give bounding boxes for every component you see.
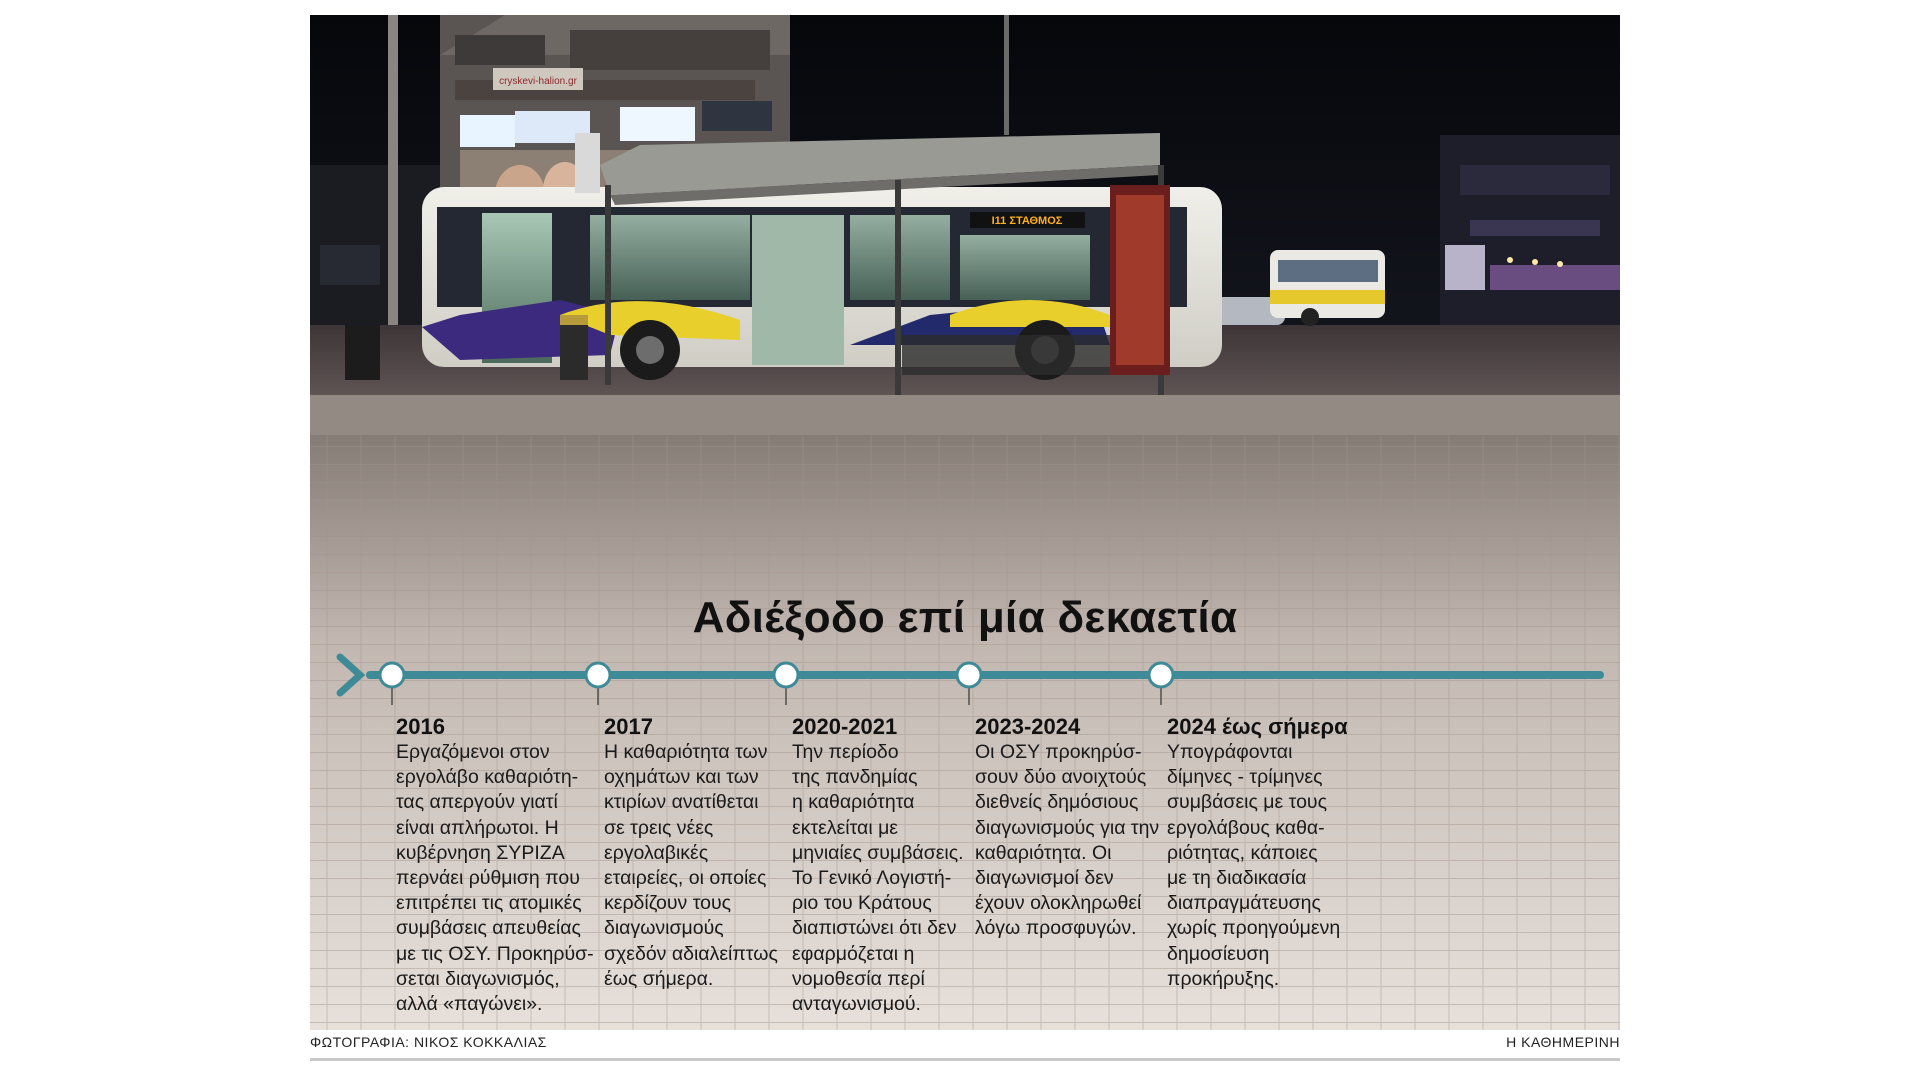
bus-stop-sign: [575, 133, 600, 193]
timeline-year: 2017: [604, 714, 653, 739]
trash-bin: [345, 325, 380, 380]
timeline: [310, 645, 1620, 705]
timeline-entry-2023-2024: [975, 713, 1190, 942]
timeline-node: [1149, 663, 1173, 687]
timeline-node: [774, 663, 798, 687]
photo-credit: ΦΩΤΟΓΡΑΦΙΑ: ΝΙΚΟΣ ΚΟΚΚΑΛΙΑΣ: [310, 1034, 547, 1050]
timeline-year: 2023-2024: [975, 714, 1081, 739]
timeline-year: 2016: [396, 714, 445, 739]
timeline-arrow: [340, 657, 360, 693]
timeline-node: [380, 663, 404, 687]
timeline-text: Την περίοδο της πανδημίας η καθαριότητα εκτελείται με μηνιαίες συμβάσεις. Το Γενικό Λογιστή- ριο του Κράτους διαπιστώνει ότι δεν εφαρμόζεται η νομοθεσία περί ανταγωνισμού.: [792, 741, 964, 1016]
shop-sign-text: cryskevi-halion.gr: [499, 76, 577, 87]
timeline-entry-2016: [396, 713, 611, 1017]
timeline-text: Οι ΟΣΥ προκηρύσ- σουν δύο ανοιχτούς διεθνείς δημόσιους διαγωνισμούς για την καθαριότητα. Οι διαγωνισμοί δεν έχουν ολοκληρωθεί λόγω προσφυγών.: [975, 741, 1160, 940]
lit-sign-3: [620, 107, 695, 141]
timeline-entry-2017: [604, 713, 819, 992]
timeline-year: 2024 έως σήμερα: [1167, 714, 1348, 739]
bottom-divider: [310, 1058, 1620, 1061]
timeline-year: 2020-2021: [792, 714, 898, 739]
timeline-node: [957, 663, 981, 687]
infographic-title: Αδιέξοδο επί μία δεκαετία: [692, 593, 1238, 642]
timeline-text: Η καθαριότητα των οχημάτων και των κτιρίων ανατίθεται σε τρεις νέες εργολαβικές εταιρείες, οι οποίες κερδίζουν τους διαγωνισμούς σχεδόν αδιαλείπτως έως σήμερα.: [604, 741, 778, 990]
publisher-name: Η ΚΑΘΗΜΕΡΙΝΗ: [1506, 1034, 1620, 1050]
right-building: [1440, 135, 1620, 335]
infographic: [310, 15, 1620, 1030]
lit-sign-1: [460, 115, 515, 147]
curb: [310, 395, 1620, 435]
timeline-text: Υπογράφονται δίμηνες - τρίμηνες συμβάσεις με τους εργολάβους καθα- ριότητας, κάποιες με τη διαδικασία διαπραγμάτευσης χωρίς προηγούμενη δημοσίευση προκήρυξης.: [1167, 741, 1341, 990]
timeline-node: [586, 663, 610, 687]
timeline-entry-2024-now: [1167, 713, 1382, 992]
bus-destination-text: Ι11 ΣΤΑΘΜΟΣ: [991, 215, 1063, 227]
street-light-pole: [1004, 15, 1009, 135]
utility-pole: [388, 15, 398, 375]
recycling-bin: [560, 320, 588, 380]
distant-bus: [1270, 250, 1385, 326]
timeline-text: Εργαζόμενοι στον εργολάβο καθαριότη- τας απεργούν γιατί είναι απλήρωτοι. Η κυβέρνηση ΣΥΡΙΖΑ περνάει ρύθμιση που επιτρέπει τις ατομικές συμβάσεις απευθείας με τις ΟΣΥ. Προκηρύσ- σεται διαγωνισμός, αλλά «παγώνει».: [396, 741, 594, 1016]
